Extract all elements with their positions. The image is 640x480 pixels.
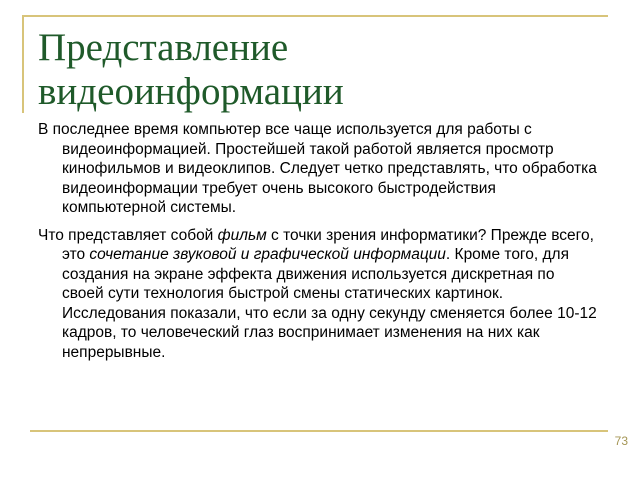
slide-title [38,26,618,114]
paragraph-1: В последнее время компьютер все чаще используется для работы с видеоинформацией. Простейшей такой работой является просмотр кинофильмов и видеоклипов. Следует четко представлять, что обработка видеоинформации требует очень высокого быстродействия компьютерной системы. [38,121,597,216]
left-frame-line [22,15,24,113]
paragraph-2 [38,226,600,363]
page-number: 73 [614,434,628,448]
combination-term: сочетание звуковой и графической информации [89,246,446,263]
film-term: фильм [217,226,267,244]
slide-title-line-2: видеоинформации [38,70,344,113]
bottom-frame-line [30,430,608,432]
paragraph-2-question: с точки зрения информатики? Прежде всего, это [62,226,594,263]
slide-title-line-1: Представление [38,26,289,69]
paragraph-2-rest: . Кроме того, для создания на экране эффекта движения используется дискретная по своей сути технология быстрой смены статических картинок. Исследования показали, что если за одну секунду сменяется более 10-12 кадров, то человеческий глаз воспринимает изменения на них как непрерывные. [62,246,597,361]
slide-body [38,120,600,370]
top-frame-line [22,15,608,17]
paragraph-2-intro: Что представляет собой [38,226,218,244]
